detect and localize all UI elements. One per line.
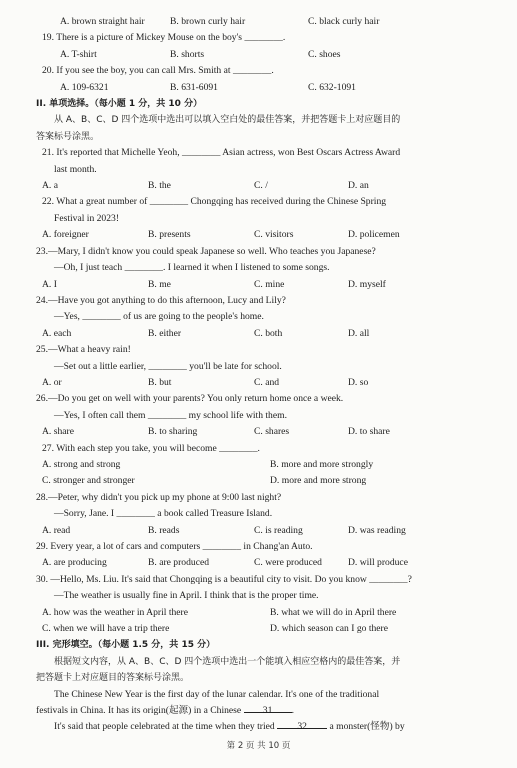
option-a[interactable]: A. I — [42, 278, 57, 290]
option-b[interactable]: B. to sharing — [148, 426, 198, 438]
option-a[interactable]: A. 109-6321 — [60, 81, 109, 93]
option-c[interactable]: C. / — [254, 180, 268, 192]
blank-number: 32 — [297, 721, 307, 733]
option-a[interactable]: A. read — [42, 524, 71, 536]
question-25: 25.—What a heavy rain! — [36, 344, 131, 356]
option-a[interactable]: A. T-shirt — [60, 48, 97, 60]
option-b[interactable]: B. shorts — [170, 48, 205, 60]
question-29: 29. Every year, a lot of cars and computers ________ in Chang'an Auto. — [36, 541, 313, 552]
blank-number: 31 — [262, 705, 273, 717]
question-27: 27. With each step you take, you will become ________. — [42, 442, 260, 454]
question-23-reply: —Oh, I just teach ________. I learned it when I listened to some songs. — [54, 262, 330, 274]
question-22-cont: Festival in 2023! — [54, 212, 120, 224]
option-a[interactable]: A. each — [42, 327, 72, 339]
q20-options — [36, 80, 493, 96]
option-a[interactable]: A. brown straight hair — [60, 16, 145, 27]
q21-options — [36, 178, 493, 194]
option-c[interactable]: C. 632-1091 — [308, 81, 356, 93]
q28-options — [36, 523, 493, 539]
question-24: 24.—Have you got anything to do this afternoon, Lucy and Lily? — [36, 294, 286, 306]
option-a[interactable]: A. a — [42, 180, 58, 192]
option-a[interactable]: A. foreigner — [42, 229, 89, 241]
q30-options-row1 — [36, 605, 493, 621]
option-c[interactable]: C. shoes — [308, 48, 341, 60]
passage-line-3 — [36, 719, 493, 735]
passage-line-1: The Chinese New Year is the first day of the lunar calendar. It's one of the traditional — [54, 688, 380, 700]
q22-options — [36, 227, 493, 243]
option-b[interactable]: B. more and more strongly — [270, 458, 374, 470]
option-d[interactable]: D. all — [348, 327, 370, 339]
section-3-title: III. 完形填空。（每小题 1.5 分，共 15 分） — [36, 640, 216, 651]
q23-options — [36, 277, 493, 293]
q29-options — [36, 555, 493, 571]
option-a[interactable]: A. how was the weather in April there — [42, 606, 188, 618]
section-2-title: II. 单项选择。（每小题 1 分，共 10 分） — [36, 99, 203, 110]
question-28-reply: —Sorry, Jane. I ________ a book called Treasure Island. — [54, 508, 273, 520]
q26-options — [36, 424, 493, 440]
passage-text: a monster(怪物) by — [329, 721, 405, 733]
option-a[interactable]: A. strong and strong — [42, 458, 121, 470]
question-30-reply: —The weather is usually fine in April. I think that is the proper time. — [54, 590, 319, 602]
option-a[interactable]: A. or — [42, 376, 62, 388]
option-a[interactable]: A. are producing — [42, 557, 107, 569]
q25-options — [36, 375, 493, 391]
passage-line-2: festivals in China. It has its origin(起源) in a Chinese 31 . — [36, 705, 294, 717]
question-26: 26.—Do you get on well with your parents? You only return home once a week. — [36, 393, 344, 405]
question-20: 20. If you see the boy, you can call Mrs. Smith at ________. — [42, 65, 274, 77]
passage-text: festivals in China. It has its origin(起源) in a Chinese — [36, 705, 242, 717]
option-a[interactable]: A. share — [42, 426, 74, 438]
option-c[interactable]: C. is reading — [254, 524, 303, 536]
option-d[interactable]: D. so — [348, 376, 369, 388]
question-19: 19. There is a picture of Mickey Mouse on the boy's ________. — [42, 32, 286, 44]
question-25-reply: —Set out a little earlier, ________ you'll be late for school. — [54, 360, 282, 372]
option-c[interactable]: C. shares — [254, 426, 290, 438]
option-d[interactable]: D. policemen — [348, 229, 400, 241]
blank-32[interactable] — [277, 719, 327, 733]
option-c[interactable]: C. and — [254, 376, 280, 388]
option-d[interactable]: D. an — [348, 180, 369, 192]
q24-options — [36, 326, 493, 342]
passage-text: It's said that people celebrated at the time when they tried — [54, 721, 275, 733]
option-b[interactable]: B. brown curly hair — [170, 16, 246, 27]
option-c[interactable]: C. were produced — [254, 557, 322, 569]
option-b[interactable]: B. but — [148, 376, 172, 388]
option-c[interactable]: C. when we will have a trip there — [42, 623, 170, 635]
option-b[interactable]: B. the — [148, 180, 171, 192]
page-number: 第 2 页 共 10 页 — [226, 741, 291, 751]
question-28: 28.—Peter, why didn't you pick up my phone at 9:00 last night? — [36, 491, 282, 503]
section-3-instruction-cont: 把答题卡上对应题目的答案标号涂黑。 — [36, 673, 190, 684]
option-b[interactable]: B. me — [148, 278, 171, 290]
question-24-reply: —Yes, ________ of us are going to the people's home. — [54, 311, 264, 323]
option-b[interactable]: B. reads — [148, 524, 180, 536]
option-c[interactable]: C. visitors — [254, 229, 294, 241]
option-b[interactable]: B. what we will do in April there — [270, 606, 397, 618]
section-3-instruction: 根据短文内容，从 A、B、C、D 四个选项中选出一个能填入相应空格内的最佳答案，并 — [54, 656, 401, 667]
option-d[interactable]: D. which season can I go there — [270, 623, 389, 635]
q27-options-row2 — [36, 473, 493, 489]
option-c[interactable]: C. mine — [254, 278, 285, 290]
option-b[interactable]: B. presents — [148, 229, 191, 241]
section-2-instruction: 从 A、B、C、D 四个选项中选出可以填入空白处的最佳答案，并把答题卡上对应题目的 — [54, 115, 401, 126]
option-d[interactable]: D. to share — [348, 426, 390, 438]
option-b[interactable]: B. 631-6091 — [170, 81, 218, 93]
blank-31[interactable] — [244, 703, 292, 717]
q27-options-row1 — [36, 457, 493, 473]
question-21: 21. It's reported that Michelle Yeoh, ________ Asian actress, won Best Oscars Actress Award — [42, 147, 401, 159]
question-30: 30. —Hello, Ms. Liu. It's said that Chongqing is a beautiful city to visit. Do you know ________? — [36, 573, 412, 585]
option-d[interactable]: D. was reading — [348, 524, 406, 536]
option-d[interactable]: D. will produce — [348, 557, 408, 569]
option-c[interactable]: C. both — [254, 327, 283, 339]
option-c[interactable]: C. black curly hair — [308, 16, 380, 27]
question-21-cont: last month. — [54, 163, 97, 175]
question-26-reply: —Yes, I often call them ________ my school life with them. — [54, 409, 287, 421]
option-d[interactable]: D. myself — [348, 278, 386, 290]
q19-options — [36, 47, 493, 63]
section-2-instruction-cont: 答案标号涂黑。 — [36, 131, 100, 142]
q18-options — [36, 14, 493, 30]
option-b[interactable]: B. are produced — [148, 557, 210, 569]
question-22: 22. What a great number of ________ Chongqing has received during the Chinese Spring — [42, 196, 387, 208]
question-23: 23.—Mary, I didn't know you could speak Japanese so well. Who teaches you Japanese? — [36, 245, 376, 257]
option-b[interactable]: B. either — [148, 327, 182, 339]
option-d[interactable]: D. more and more strong — [270, 475, 367, 487]
option-c[interactable]: C. stronger and stronger — [42, 475, 135, 487]
q30-options-row2 — [36, 621, 493, 637]
